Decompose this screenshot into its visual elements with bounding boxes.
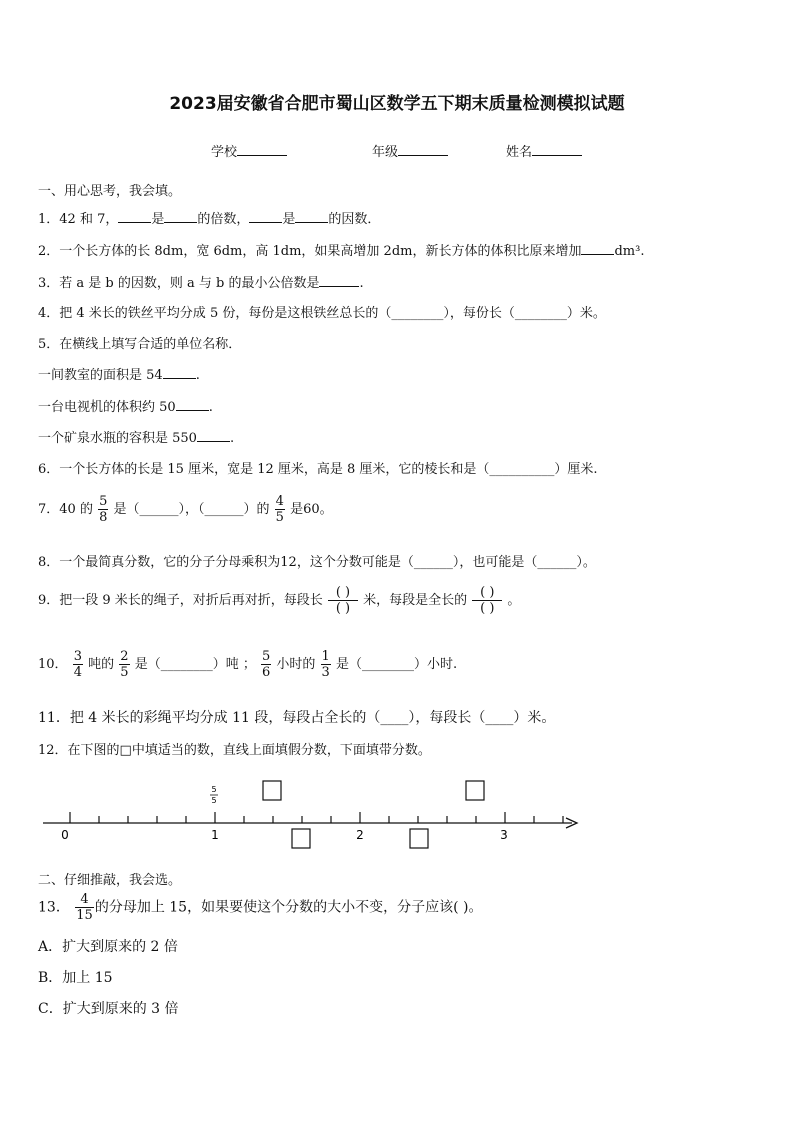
q10-text-b: 吨的 [88, 657, 115, 672]
q10-f4-den: 3 [321, 665, 330, 680]
school-input-line[interactable] [237, 143, 287, 156]
answer-box-below-1[interactable] [292, 829, 310, 848]
answer-box-below-2[interactable] [410, 829, 428, 848]
question-13 [38, 893, 482, 922]
q7-f2-num: 4 [275, 494, 284, 509]
q7-f2-den: 5 [275, 510, 284, 525]
q3-text-b: . [359, 276, 364, 291]
question-5: 5．在横线上填写合适的单位名称． [38, 337, 242, 352]
q10-f1-den: 4 [73, 665, 82, 680]
q1-text-d: 是 [282, 212, 296, 227]
q9-text-b: 米，每段是全长的 [363, 593, 468, 608]
q10-f3-num: 5 [261, 649, 271, 664]
name-input-line[interactable] [532, 143, 582, 156]
question-4: 4．把 4 米长的铁丝平均分成 5 份，每份是这根铁丝总长的（________），每份长（________）米。 [38, 306, 606, 321]
q9-f2-num: ( ) [472, 586, 502, 601]
q10-text-a: 10． [38, 657, 68, 672]
q10-f4-num: 1 [321, 649, 330, 664]
q5c-end: . [229, 431, 235, 446]
option-c[interactable]: C．扩大到原来的 3 倍 [38, 1001, 179, 1017]
name-field [506, 141, 582, 160]
label-3: 3 [500, 828, 508, 842]
q2-blank[interactable] [581, 242, 614, 255]
q1-blank-1[interactable] [118, 210, 151, 223]
number-line-ticks [70, 812, 563, 823]
question-11: 11．把 4 米长的彩绳平均分成 11 段，每段占全长的（____），每段长（____）米。 [38, 710, 556, 726]
q10-fraction-4 [321, 650, 331, 679]
question-3 [38, 272, 364, 291]
q10-f2-num: 2 [120, 649, 129, 664]
q1-text-b: 是 [151, 212, 165, 227]
question-5c [38, 427, 234, 446]
q2-text-a: 2．一个长方体的长 8dm，宽 6dm，高 1dm，如果高增加 2dm，新长方体的体积比原来增加 [38, 244, 582, 259]
q10-fraction-2 [119, 650, 129, 679]
q1-text-e: 的因数． [328, 212, 381, 227]
question-5a [38, 364, 200, 383]
q10-text-e: 是（________）小时. [335, 657, 458, 672]
label-1: 1 [211, 828, 219, 842]
q1-blank-2[interactable] [164, 210, 197, 223]
question-5b [38, 396, 213, 415]
school-field [211, 141, 287, 160]
q10-f1-num: 3 [73, 649, 82, 664]
q7-text-a: 7．40 的 [38, 502, 93, 517]
question-9 [38, 586, 520, 615]
q9-f2-den: ( ) [480, 601, 495, 616]
q5b-end: . [208, 400, 213, 415]
grade-input-line[interactable] [398, 143, 448, 156]
q5a-blank[interactable] [163, 366, 196, 379]
q7-f1-num: 5 [99, 494, 108, 509]
q7-text-b: 是（______），（______）的 [113, 502, 270, 517]
q13-fraction [75, 893, 94, 922]
q13-text-b: 的分母加上 15，如果要使这个分数的大小不变，分子应该( )。 [94, 899, 483, 916]
q9-fraction-2[interactable] [472, 586, 502, 615]
q7-fraction-2 [275, 495, 285, 524]
q9-f1-num: ( ) [328, 586, 358, 601]
q9-text-c: 。 [507, 593, 521, 608]
q1-blank-3[interactable] [249, 210, 282, 223]
option-b[interactable]: B．加上 15 [38, 970, 113, 986]
question-8: 8．一个最简真分数，它的分子分母乘积为12，这个分数可能是（______），也可能是（______）。 [38, 555, 596, 570]
question-6: 6．一个长方体的长是 15 厘米，宽是 12 厘米，高是 8 厘米，它的棱长和是（__________）厘米. [38, 462, 598, 477]
q5b-text: 一台电视机的体积约 50 [38, 400, 176, 415]
q13-text-a: 13． [38, 899, 70, 916]
grade-label: 年级 [372, 145, 399, 160]
q13-f-den: 15 [76, 908, 93, 923]
page-title: 2023届安徽省合肥市蜀山区数学五下期末质量检测模拟试题 [169, 94, 625, 114]
question-10 [38, 650, 457, 679]
q7-f1-den: 8 [99, 510, 108, 525]
q5b-blank[interactable] [176, 398, 209, 411]
q9-f1-den: ( ) [335, 601, 351, 616]
question-1 [38, 208, 380, 227]
fraction-five-fifths-num: 5 [211, 785, 217, 794]
q10-fraction-1 [73, 650, 83, 679]
q7-fraction-1 [98, 495, 108, 524]
q5a-text: 一间教室的面积是 54 [38, 368, 163, 383]
q13-f-num: 4 [75, 893, 94, 908]
school-label: 学校 [211, 145, 238, 160]
section-1-heading: 一、用心思考，我会填。 [38, 184, 182, 199]
q1-text-a: 1．42 和 7， [38, 212, 119, 227]
q5c-text: 一个矿泉水瓶的容积是 550 [38, 431, 197, 446]
name-label: 姓名 [506, 145, 533, 160]
q9-text-a: 9．把一段 9 米长的绳子，对折后再对折，每段长 [38, 593, 323, 608]
q1-text-c: 的倍数， [197, 212, 250, 227]
section-2-heading: 二、仔细推敲，我会选。 [38, 873, 182, 888]
q1-blank-4[interactable] [295, 210, 328, 223]
q10-text-d: 小时的 [276, 657, 316, 672]
question-2 [38, 240, 644, 259]
q9-fraction-1[interactable] [328, 586, 358, 615]
question-12: 12．在下图的□中填适当的数，直线上面填假分数，下面填带分数。 [38, 743, 431, 758]
number-line-figure [0, 770, 794, 855]
q10-fraction-3 [261, 650, 271, 679]
q3-blank[interactable] [319, 274, 359, 287]
q10-f2-den: 5 [120, 665, 129, 680]
answer-box-above-1[interactable] [263, 781, 281, 800]
q7-text-c: 是60。 [290, 502, 333, 517]
fraction-five-fifths-den: 5 [211, 796, 217, 805]
answer-box-above-2[interactable] [466, 781, 484, 800]
grade-field [372, 141, 448, 160]
q3-text-a: 3．若 a 是 b 的因数，则 a 与 b 的最小公倍数是 [38, 276, 320, 291]
q10-f3-den: 6 [261, 665, 271, 680]
option-a[interactable]: A．扩大到原来的 2 倍 [38, 939, 178, 955]
question-7 [38, 495, 333, 524]
q5a-end: . [195, 368, 200, 383]
label-0: 0 [61, 828, 69, 842]
q5c-blank[interactable] [197, 429, 230, 442]
q10-text-c: 是（________）吨 ； [134, 657, 256, 672]
label-2: 2 [356, 828, 364, 842]
q2-text-b: dm³. [614, 244, 645, 259]
